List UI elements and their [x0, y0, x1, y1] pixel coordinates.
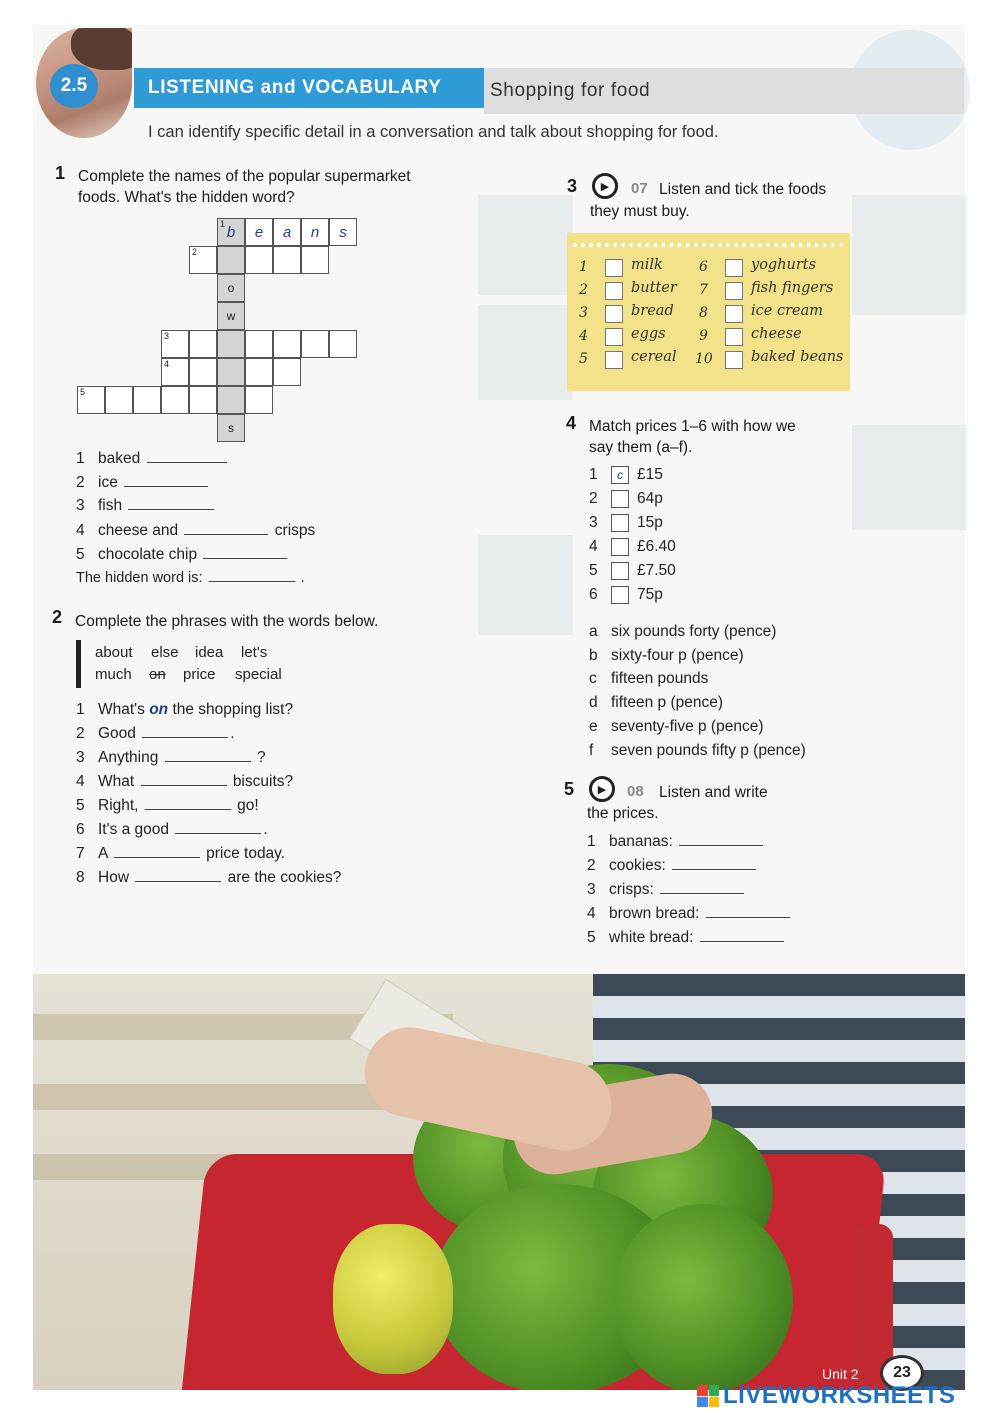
answer-blank[interactable] [145, 809, 231, 810]
background-photo [852, 425, 967, 530]
answer-blank[interactable] [128, 509, 214, 510]
audio-track-number: 07 [631, 180, 648, 197]
brand-logo-icon [697, 1385, 719, 1407]
price-item: 2 64p [589, 490, 663, 508]
section-banner [134, 68, 484, 108]
price-item: 5 £7.50 [589, 562, 676, 580]
crossword-cell[interactable]: 4 [161, 358, 189, 386]
exercise-3-number: 3 [567, 176, 578, 196]
ex1-item-4: 4 cheese and crisps [76, 522, 316, 539]
exercise-5-title-2: the prices. [587, 805, 659, 822]
word-bank-item: let's [241, 644, 268, 661]
answer-box[interactable] [611, 514, 629, 532]
topic-banner [484, 68, 964, 114]
lesson-objective: I can identify specific detail in a conversation and talk about shopping for food. [148, 123, 719, 141]
tick-box[interactable] [725, 328, 743, 346]
crossword-cell[interactable] [245, 358, 273, 386]
ex5-item: 5 white bread: [587, 929, 786, 947]
ex1-item-1: 1 baked [76, 450, 229, 468]
topic-title: Shopping for food [490, 80, 651, 101]
exercise-3-title: Listen and tick the foods [659, 181, 827, 198]
word-bank-item: on [149, 666, 166, 683]
crossword-cell[interactable] [217, 386, 245, 414]
ex5-item: 2 cookies: [587, 857, 758, 875]
answer-blank[interactable] [114, 857, 200, 858]
ex2-item-1: 1 What's on the shopping list? [76, 701, 294, 718]
crossword-cell[interactable] [105, 386, 133, 414]
food-label: eggs [631, 326, 666, 342]
exercise-2-title: Complete the phrases with the words below. [75, 613, 379, 630]
exercise-4-title: Match prices 1–6 with how we say them (a–f). [589, 418, 796, 456]
crossword-cell[interactable] [273, 246, 301, 274]
food-label: cheese [751, 326, 802, 342]
hidden-word-blank[interactable] [209, 581, 295, 582]
crossword-cell[interactable] [161, 386, 189, 414]
ex5-item: 4 brown bread: [587, 905, 792, 923]
answer-blank[interactable] [700, 941, 784, 942]
answer-blank[interactable] [141, 785, 227, 786]
audio-play-icon[interactable]: ▶ [589, 776, 615, 802]
tick-box[interactable] [725, 351, 743, 369]
food-label: cereal [631, 349, 677, 365]
answer-box[interactable] [611, 562, 629, 580]
exercise-5-title: Listen and write [659, 784, 768, 801]
answer-box[interactable] [611, 490, 629, 508]
crossword-cell[interactable]: n [301, 218, 329, 246]
crossword-cell[interactable]: s [217, 414, 245, 442]
food-label: ice cream [751, 303, 823, 319]
crossword-cell[interactable]: e [245, 218, 273, 246]
tick-box[interactable] [725, 305, 743, 323]
ex1-item-3: 3 fish [76, 497, 216, 515]
crossword-cell[interactable]: o [217, 274, 245, 302]
word-bank [76, 640, 296, 688]
crossword-cell[interactable] [245, 386, 273, 414]
tick-box[interactable] [725, 259, 743, 277]
crossword-cell[interactable] [273, 330, 301, 358]
answer-blank[interactable] [184, 534, 268, 535]
crossword-cell[interactable]: 3 [161, 330, 189, 358]
answer-blank[interactable] [142, 737, 228, 738]
tick-box[interactable] [725, 282, 743, 300]
background-photo [478, 535, 573, 635]
crossword-cell[interactable]: 5 [77, 386, 105, 414]
answer-blank[interactable] [660, 893, 744, 894]
unit-label: Unit 2 [822, 1366, 859, 1382]
food-label: yoghurts [751, 257, 817, 273]
ex5-item: 1 bananas: [587, 833, 765, 851]
example-answer: on [149, 701, 169, 718]
ex2-item-2: 2 Good . [76, 725, 235, 742]
shopping-list-note: 1 milk 2 butter 3 bread 4 eggs 5 cereal 6 yoghurts 7 fish fingers 8 ice cream 9 cheese 10 baked beans [567, 233, 850, 391]
page-number: 23 [880, 1355, 924, 1391]
tick-box[interactable] [605, 328, 623, 346]
crossword-cell[interactable] [217, 330, 245, 358]
background-photo [478, 305, 573, 400]
crossword-cell[interactable]: w [217, 302, 245, 330]
background-photo [852, 195, 967, 315]
lesson-badge: 2.5 [50, 64, 98, 108]
crossword-cell[interactable] [301, 330, 329, 358]
answer-blank[interactable] [203, 558, 287, 559]
tick-box[interactable] [605, 282, 623, 300]
crossword-cell[interactable] [217, 246, 245, 274]
ex2-item-3: 3 Anything ? [76, 749, 266, 766]
tick-box[interactable] [605, 259, 623, 277]
answer-blank[interactable] [147, 462, 227, 463]
crossword-cell[interactable] [245, 246, 273, 274]
exercise-2-number: 2 [52, 607, 63, 627]
crossword-cell[interactable] [217, 358, 245, 386]
crossword-cell[interactable]: 1 b [217, 218, 245, 246]
shopping-basket-photo [33, 974, 965, 1390]
brand-name: LIVEWORKSHEETS [723, 1382, 956, 1409]
food-label: milk [631, 257, 663, 273]
price-item: 1 c £15 [589, 466, 663, 484]
exercise-1-title: Complete the names of the popular supermarket foods. What's the hidden word? [78, 168, 411, 206]
crossword-cell[interactable]: 2 [189, 246, 217, 274]
answer-blank[interactable] [706, 917, 790, 918]
hidden-word-line: The hidden word is: . [76, 570, 305, 586]
answer-blank[interactable] [165, 761, 251, 762]
crossword-cell[interactable] [273, 358, 301, 386]
price-option: f seven pounds fifty p (pence) [589, 742, 806, 759]
exercise-4-number: 4 [566, 413, 577, 433]
background-photo [478, 195, 573, 295]
word-bank-item: about [95, 644, 133, 661]
ex2-item-6: 6 It's a good . [76, 821, 268, 838]
answer-blank[interactable] [672, 869, 756, 870]
price-item: 4 £6.40 [589, 538, 676, 556]
ex2-item-7: 7 A price today. [76, 845, 286, 862]
crossword-cell[interactable]: s [329, 218, 357, 246]
food-label: fish fingers [751, 280, 834, 296]
food-label: baked beans [751, 349, 844, 365]
tick-box[interactable] [605, 305, 623, 323]
answer-box[interactable] [611, 538, 629, 556]
food-label: butter [631, 280, 677, 296]
audio-play-icon[interactable]: ▶ [592, 173, 618, 199]
price-option: a six pounds forty (pence) [589, 623, 777, 640]
word-bank-item: idea [195, 644, 224, 661]
price-item: 3 15p [589, 514, 663, 532]
word-bank-item: price [183, 666, 216, 683]
crossword-cell[interactable] [189, 330, 217, 358]
crossword-cell[interactable] [133, 386, 161, 414]
price-option: b sixty-four p (pence) [589, 647, 744, 664]
answer-blank[interactable] [135, 881, 221, 882]
crossword-cell[interactable] [329, 330, 357, 358]
exercise-3-title-2: they must buy. [590, 203, 690, 220]
crossword-cell[interactable] [189, 386, 217, 414]
price-option: e seventy-five p (pence) [589, 718, 764, 735]
crossword-cell[interactable] [245, 330, 273, 358]
answer-box[interactable] [611, 586, 629, 604]
word-bank-item: much [95, 666, 132, 683]
ex2-item-8: 8 How are the cookies? [76, 869, 342, 886]
crossword-cell[interactable] [301, 246, 329, 274]
answer-blank[interactable] [679, 845, 763, 846]
ex5-item: 3 crisps: [587, 881, 746, 899]
brand-logo [697, 1382, 955, 1410]
ex2-item-4: 4 What biscuits? [76, 773, 294, 790]
exercise-1-number: 1 [55, 163, 66, 183]
audio-track-number: 08 [627, 783, 644, 800]
ex1-item-2: 2 ice [76, 474, 210, 492]
answer-box[interactable]: c [611, 466, 629, 484]
food-label: bread [631, 303, 674, 319]
price-option: d fifteen p (pence) [589, 694, 724, 711]
exercise-5-number: 5 [564, 779, 575, 799]
crossword-cell[interactable] [189, 358, 217, 386]
section-title: LISTENING and VOCABULARY [148, 77, 442, 98]
word-bank-item: special [235, 666, 282, 683]
ex1-item-5: 5 chocolate chip [76, 546, 289, 564]
word-bank-item: else [151, 644, 179, 661]
answer-blank[interactable] [175, 833, 261, 834]
ex2-item-5: 5 Right, go! [76, 797, 259, 814]
crossword-cell[interactable]: a [273, 218, 301, 246]
tick-box[interactable] [605, 351, 623, 369]
answer-blank[interactable] [124, 486, 208, 487]
price-item: 6 75p [589, 586, 663, 604]
price-option: c fifteen pounds [589, 670, 709, 687]
